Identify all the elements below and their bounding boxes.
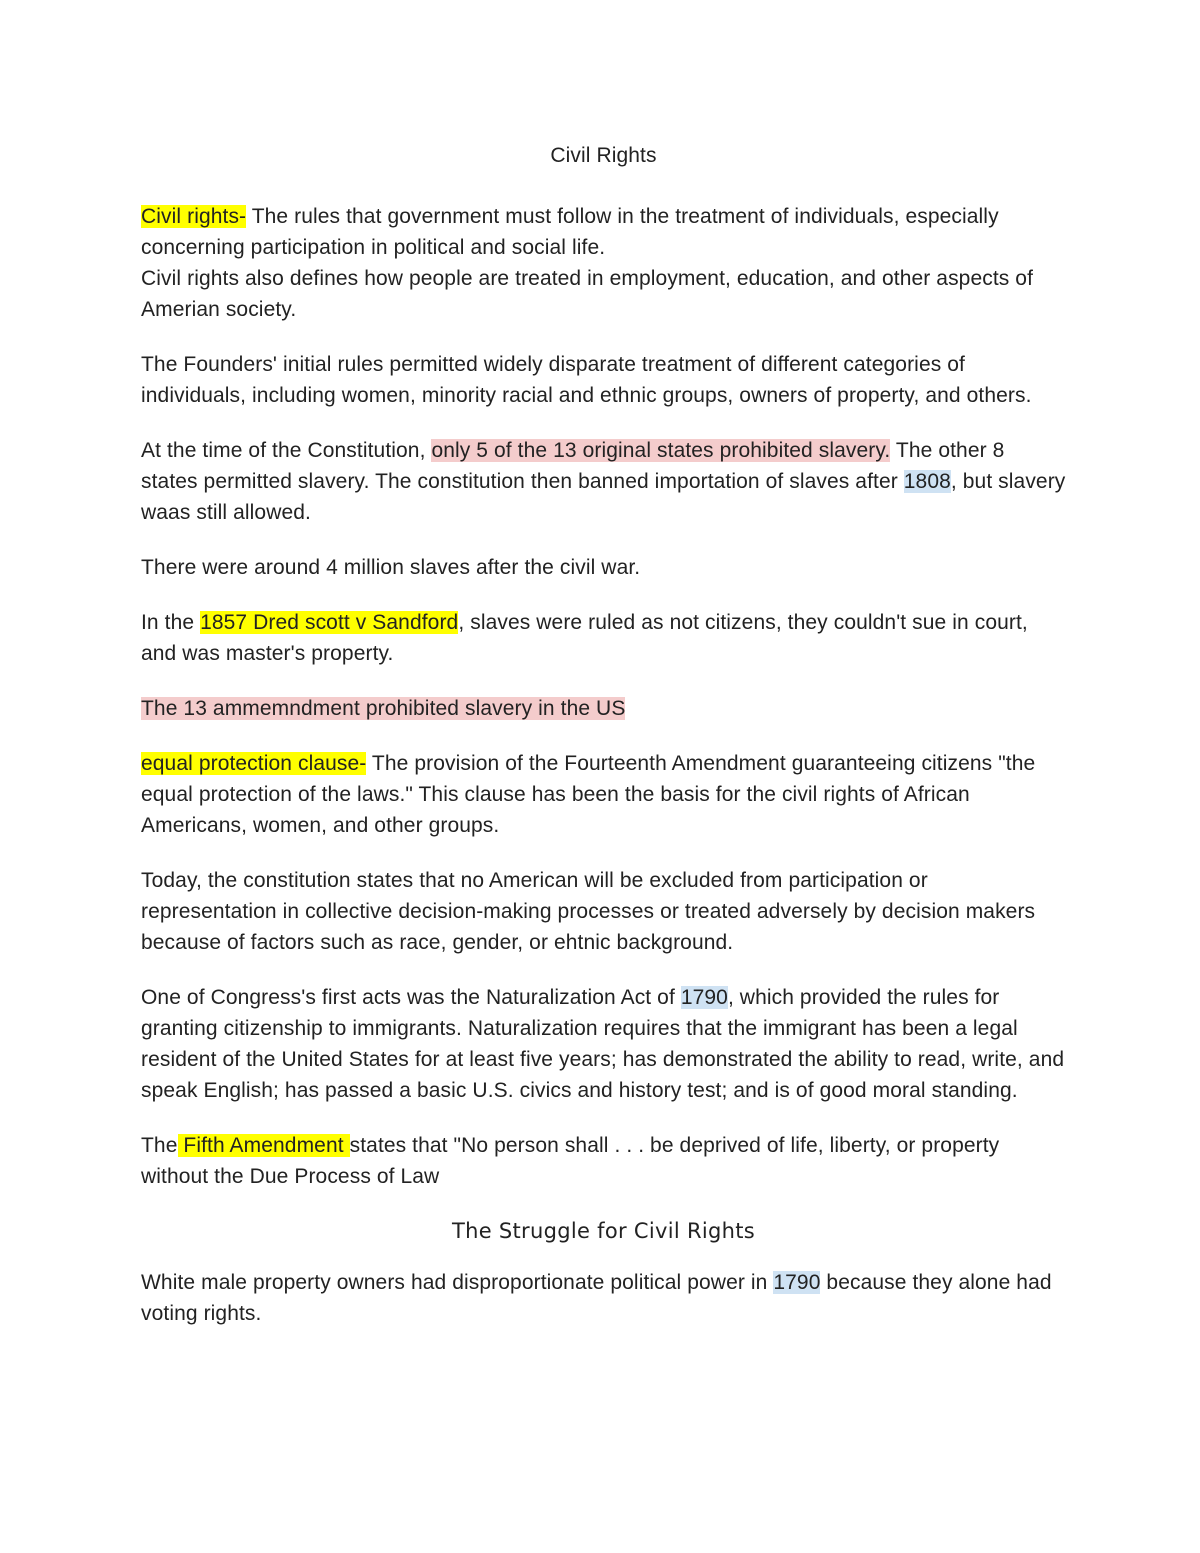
- year-1808: 1808: [903, 470, 951, 493]
- term-civil-rights: Civil rights-: [141, 205, 247, 228]
- case-dred-scott: 1857 Dred scott v Sandford: [200, 611, 459, 634]
- text-segment: because they alone had voting rights.: [141, 1271, 1052, 1325]
- text-segment: One of Congress's first acts was the Naturalization Act of: [141, 986, 681, 1009]
- paragraph-civil-rights-definition: [141, 201, 1066, 263]
- paragraph-constitution-slavery: [141, 435, 1066, 528]
- text-segment: The other 8 states permitted slavery. The constitution then banned importation of slaves after: [141, 439, 1005, 493]
- text-segment: , slaves were ruled as not citizens, they couldn't sue in court, and was master's property.: [141, 611, 1028, 665]
- year-1790-voting: 1790: [773, 1271, 821, 1294]
- term-equal-protection: equal protection clause-: [141, 752, 367, 775]
- term-fifth-amendment: Fifth Amendment: [177, 1134, 350, 1157]
- paragraph-13th-amendment: [141, 693, 1066, 724]
- paragraph-today-constitution: Today, the constitution states that no American will be excluded from participation or representation in collective decision-making processes or treated adversely by decision makers because of factors such as race, gender, or ehtnic background.: [141, 869, 1036, 954]
- document-title: Civil Rights: [550, 144, 657, 167]
- paragraph-civil-rights-scope: Civil rights also defines how people are treated in employment, education, and other aspects of Amerian society.: [141, 267, 1034, 321]
- text-segment: The: [141, 1134, 178, 1157]
- paragraph-equal-protection: [141, 748, 1066, 841]
- section-heading-struggle: The Struggle for Civil Rights: [451, 1219, 756, 1243]
- document-page: [141, 140, 1066, 1353]
- paragraph-naturalization-act: [141, 982, 1066, 1106]
- paragraph-founders-rules: The Founders' initial rules permitted widely disparate treatment of different categories of individuals, including women, minority racial and ethnic groups, owners of property, and others.: [141, 353, 1032, 407]
- text-segment: In the: [141, 611, 201, 634]
- highlight-13th-amendment: The 13 ammemndment prohibited slavery in the US: [141, 697, 626, 720]
- paragraph-dred-scott: [141, 607, 1066, 669]
- text-segment: White male property owners had disproportionate political power in: [141, 1271, 774, 1294]
- text-segment: states that "No person shall . . . be deprived of life, liberty, or property without the Due Process of Law: [141, 1134, 1000, 1188]
- paragraph-slaves-count: There were around 4 million slaves after the civil war.: [141, 556, 641, 579]
- definition-text: The rules that government must follow in the treatment of individuals, especially concerning participation in political and social life.: [141, 205, 999, 259]
- text-segment: , which provided the rules for granting citizenship to immigrants. Naturalization requires that the immigrant has been a legal resident of the United States for at least five years; has demonstrated the ability to read, write, and speak English; has passed a basic U.S. civics and history test; and is of good moral standing.: [141, 986, 1065, 1102]
- paragraph-voting-power: [141, 1267, 1066, 1329]
- text-segment: At the time of the Constitution,: [141, 439, 432, 462]
- year-1790: 1790: [680, 986, 728, 1009]
- definition-text: The provision of the Fourteenth Amendment guaranteeing citizens "the equal protection of the laws." This clause has been the basis for the civil rights of African Americans, women, and other groups.: [141, 752, 1036, 837]
- highlight-states-prohibited-slavery: only 5 of the 13 original states prohibited slavery.: [431, 439, 891, 462]
- text-segment: , but slavery waas still allowed.: [141, 470, 1066, 524]
- paragraph-fifth-amendment: [141, 1130, 1066, 1192]
